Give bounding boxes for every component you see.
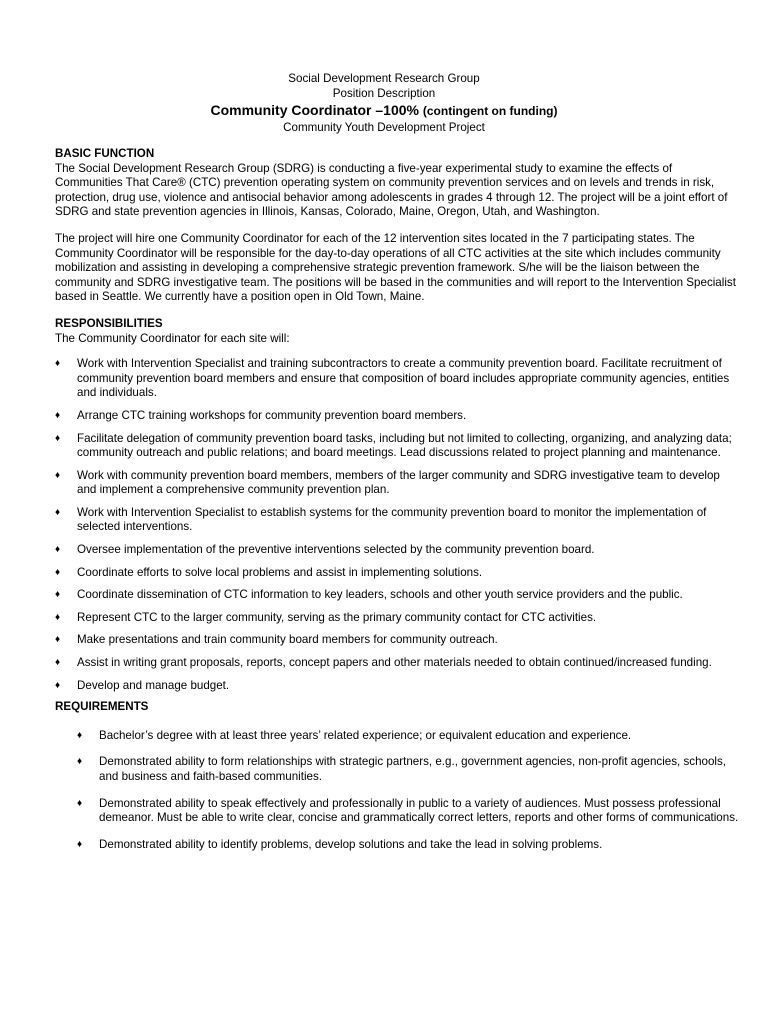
list-item — [55, 588, 740, 603]
list-item — [55, 432, 740, 461]
diamond-bullet-icon: ♦ — [55, 432, 61, 444]
list-item — [55, 755, 740, 784]
diamond-bullet-icon: ♦ — [77, 756, 83, 768]
diamond-bullet-icon: ♦ — [55, 544, 61, 556]
diamond-bullet-icon: ♦ — [55, 589, 61, 601]
list-item-text: Make presentations and train community board members for community outreach. — [77, 633, 498, 647]
list-item-text: Arrange CTC training workshops for community prevention board members. — [77, 408, 467, 422]
list-item-text: Assist in writing grant proposals, reports, concept papers and other materials needed to obtain continued/increased funding. — [77, 656, 712, 670]
list-item — [55, 838, 740, 853]
basic-function-heading: BASIC FUNCTION — [55, 147, 155, 160]
list-item-text: Coordinate dissemination of CTC information to key leaders, schools and other youth service providers and the public. — [77, 588, 683, 602]
basic-function-paragraph-2: The project will hire one Community Coordinator for each of the 12 intervention sites located in the 7 participating states. The Community Coordinator will be responsible for the day-to-day operations of all CTC activities at the site which includes community mobilization and assisting in developing a comprehensive strategic prevention framework. S/he will be the liaison between the community and SDRG investigative team. The positions will be based in the communities and will report to the Intervention Specialist based in Seattle. We currently have a position open in Old Town, Maine. — [55, 231, 736, 304]
list-item-text: Bachelor’s degree with at least three years’ related experience; or equivalent education and experience. — [99, 728, 632, 742]
list-item — [55, 409, 740, 424]
diamond-bullet-icon: ♦ — [77, 838, 83, 850]
list-item-text: Demonstrated ability to form relationships with strategic partners, e.g., government agencies, non-profit agencies, schools, and business and faith-based communities. — [99, 755, 727, 783]
diamond-bullet-icon: ♦ — [55, 611, 61, 623]
diamond-bullet-icon: ♦ — [55, 358, 61, 370]
list-item-text: Demonstrated ability to identify problems, develop solutions and take the lead in solving problems. — [99, 837, 603, 851]
diamond-bullet-icon: ♦ — [55, 469, 61, 481]
list-item — [55, 679, 740, 694]
list-item — [55, 797, 740, 826]
diamond-bullet-icon: ♦ — [77, 797, 83, 809]
list-item — [55, 729, 740, 744]
project-name: Community Youth Development Project — [283, 121, 485, 134]
list-item-text: Coordinate efforts to solve local problems and assist in implementing solutions. — [77, 565, 483, 579]
diamond-bullet-icon: ♦ — [55, 506, 61, 518]
list-item — [55, 506, 740, 535]
list-item-text: Work with community prevention board members, members of the larger community and SDRG investigative team to develop and implement a comprehensive community prevention plan. — [77, 468, 720, 497]
page-title — [0, 101, 768, 120]
list-item — [55, 633, 740, 648]
list-item — [55, 469, 740, 498]
document-header — [0, 71, 768, 135]
diamond-bullet-icon: ♦ — [55, 634, 61, 646]
position-description-label: Position Description — [332, 87, 436, 100]
requirements-heading: REQUIREMENTS — [55, 700, 149, 714]
list-item — [55, 357, 740, 401]
list-item-text: Demonstrated ability to speak effectively and professionally in public to a variety of audiences. Must possess professional demeanor. Must be able to write clear, concise and grammatically correct letters, reports and other forms of communications. — [99, 796, 739, 825]
requirements-list — [55, 729, 740, 853]
diamond-bullet-icon: ♦ — [55, 679, 61, 691]
list-item — [55, 566, 740, 581]
title-note: (contingent on funding) — [422, 104, 558, 118]
diamond-bullet-icon: ♦ — [55, 409, 61, 421]
list-item — [55, 543, 740, 558]
list-item-text: Work with Intervention Specialist to establish systems for the community prevention board to monitor the implementation of selected interventions. — [77, 505, 707, 534]
diamond-bullet-icon: ♦ — [55, 566, 61, 578]
diamond-bullet-icon: ♦ — [55, 657, 61, 669]
list-item — [55, 611, 740, 626]
list-item-text: Work with Intervention Specialist and training subcontractors to create a community prevention board. Facilitate recruitment of community prevention board members and ensure that composition of board includes appropriate community agencies, entities and individuals. — [77, 357, 730, 400]
list-item-text: Develop and manage budget. — [77, 678, 230, 692]
responsibilities-heading: RESPONSIBILITIES — [55, 316, 163, 330]
list-item-text: Oversee implementation of the preventive interventions selected by the community prevention board. — [77, 543, 595, 557]
responsibilities-intro: The Community Coordinator for each site will: — [55, 331, 290, 345]
list-item — [55, 656, 740, 671]
title-text: Community Coordinator –100% — [210, 102, 419, 118]
document-body — [55, 147, 740, 864]
org-name: Social Development Research Group — [288, 72, 480, 85]
diamond-bullet-icon: ♦ — [77, 729, 83, 741]
responsibilities-list — [55, 357, 740, 693]
list-item-text: Facilitate delegation of community prevention board tasks, including but not limited to collecting, organizing, and analyzing data; community outreach and public relations; and board meetings. Lead discussions related to project planning and maintenance. — [77, 431, 732, 460]
list-item-text: Represent CTC to the larger community, serving as the primary community contact for CTC activities. — [77, 610, 597, 624]
basic-function-paragraph-1: The Social Development Research Group (SDRG) is conducting a five-year experimental study to examine the effects of Communities That Care® (CTC) prevention operating system on community prevention services and on levels and trends in risk, protection, drug use, violence and antisocial behavior among adolescents in grades 4 through 12. The project will be a joint effort of SDRG and state prevention agencies in Illinois, Kansas, Colorado, Maine, Oregon, Utah, and Washington. — [55, 161, 728, 219]
